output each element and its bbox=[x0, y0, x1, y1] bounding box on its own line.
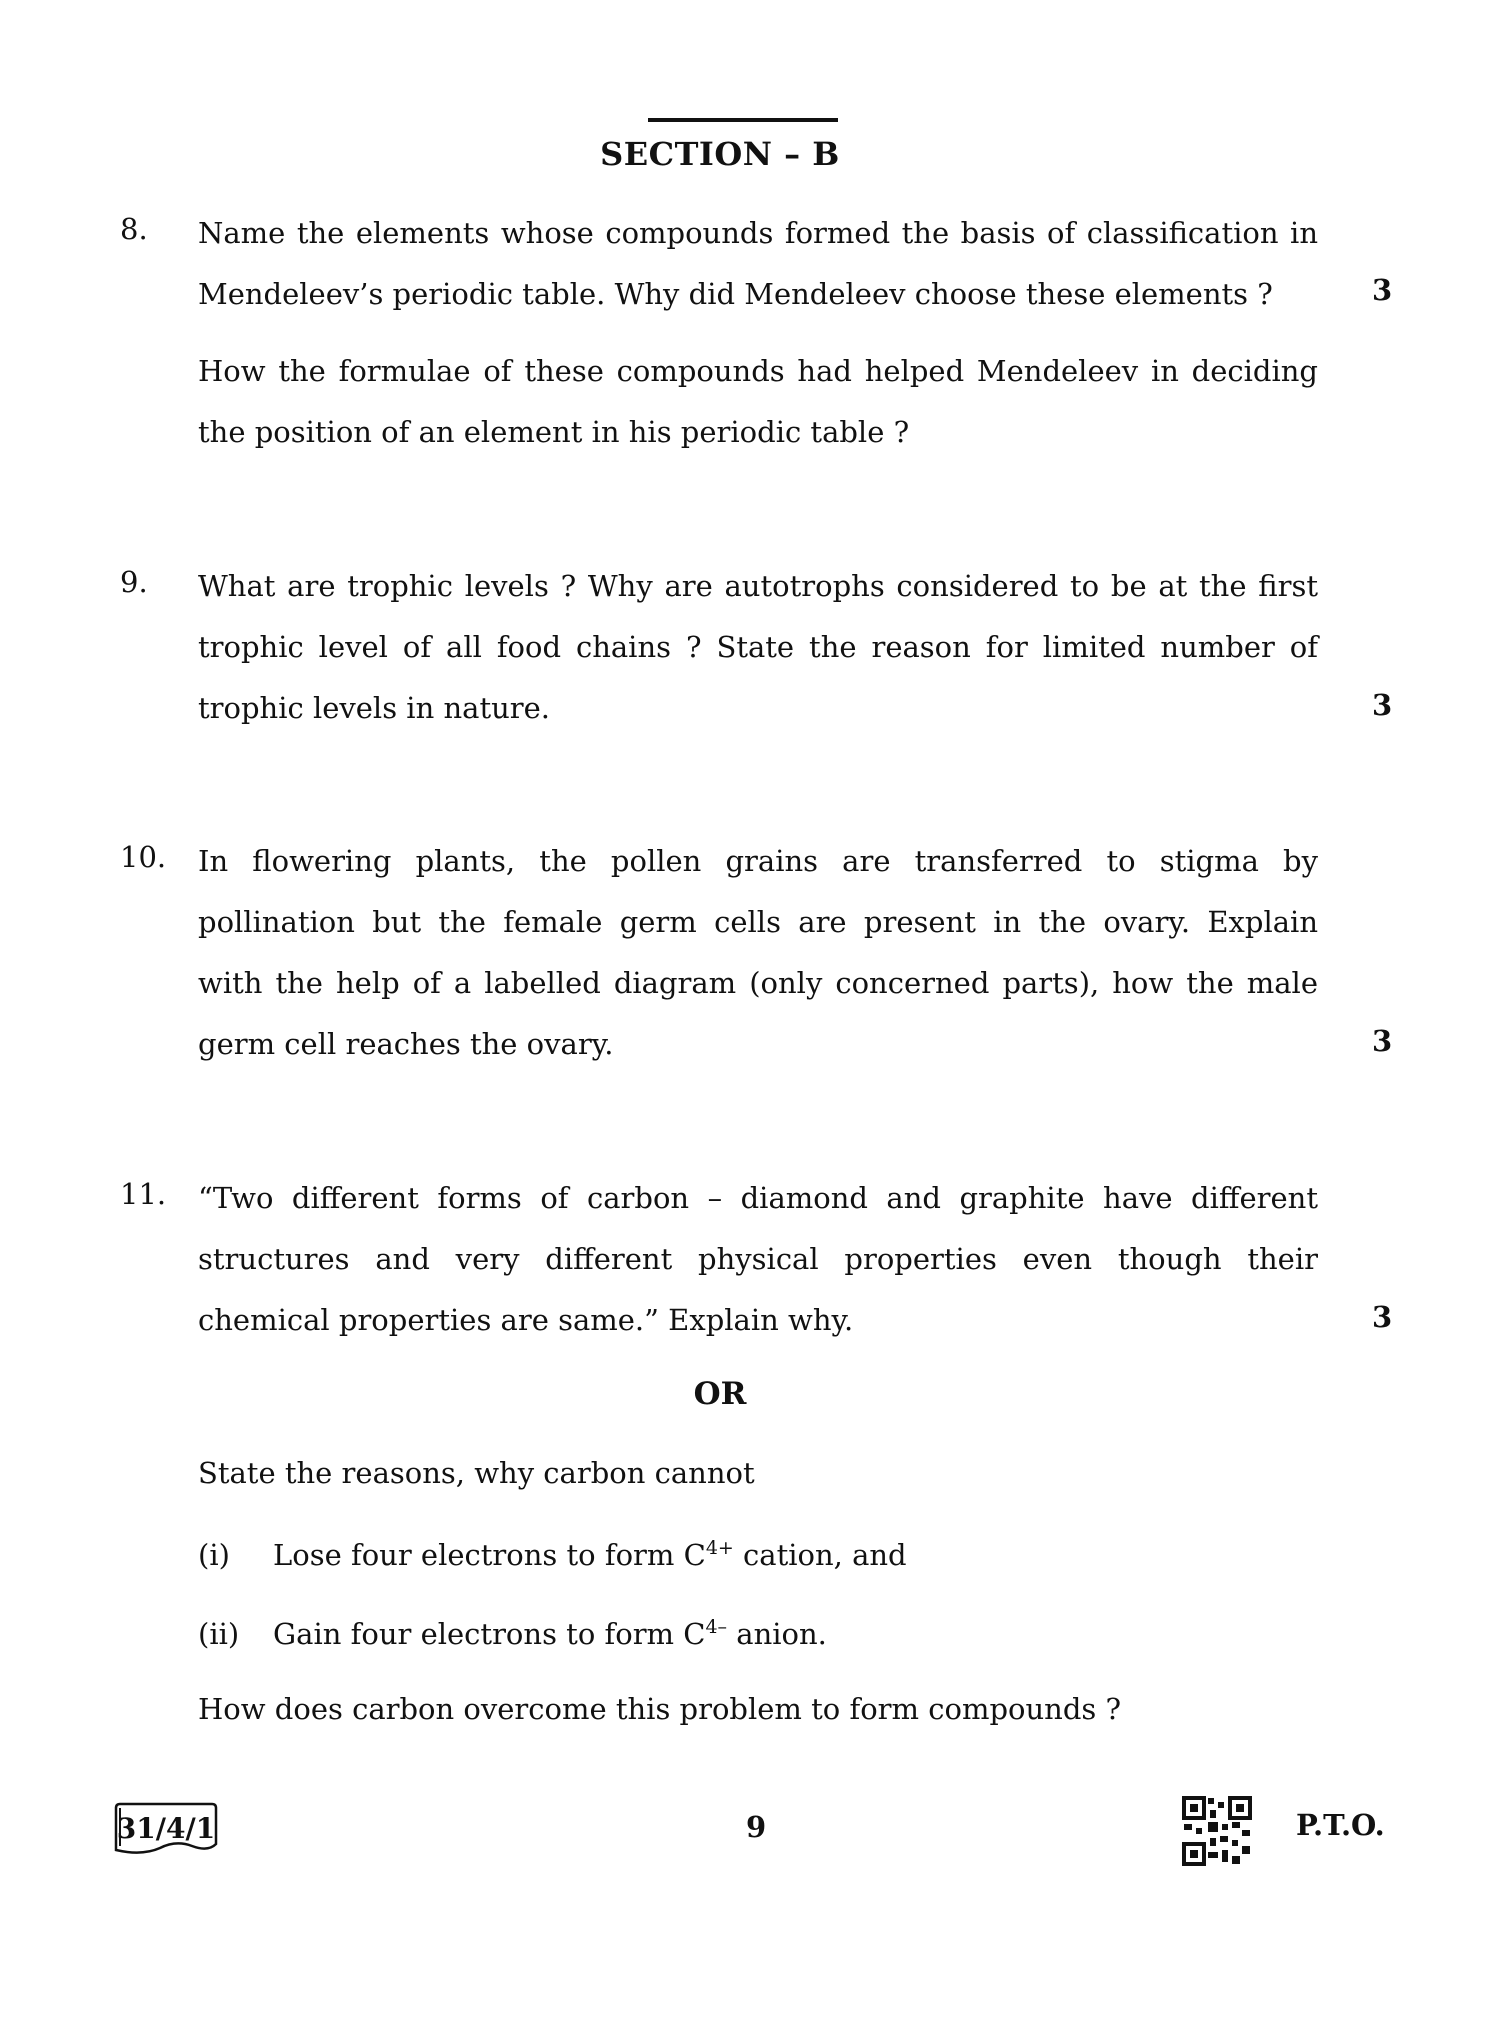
question-8-followup bbox=[198, 341, 1318, 463]
question-10-line-2: pollination but the female germ cells are present in the ovary. Explain bbox=[198, 905, 1318, 939]
alt-item-2-text-before: Gain four electrons to form C bbox=[273, 1617, 706, 1651]
question-10-line-3: with the help of a labelled diagram (only concerned parts), how the male bbox=[198, 966, 1318, 1000]
question-10-line-1: In flowering plants, the pollen grains are transferred to stigma by bbox=[198, 844, 1318, 878]
question-9-text bbox=[198, 556, 1318, 739]
question-11-line-2: structures and very different physical properties even though their bbox=[198, 1242, 1318, 1276]
pto-label: P.T.O. bbox=[1296, 1808, 1385, 1842]
alt-item-2-charge: 4– bbox=[705, 1616, 728, 1638]
question-8-followup-line-2: the position of an element in his periodic table ? bbox=[198, 415, 910, 449]
question-8-followup-line-1: How the formulae of these compounds had helped Mendeleev in deciding bbox=[198, 354, 1318, 388]
alt-item-1-text-after: cation, and bbox=[733, 1538, 907, 1572]
question-9-number: 9. bbox=[120, 565, 148, 599]
question-9-marks: 3 bbox=[1372, 688, 1393, 722]
question-9-line-2: trophic level of all food chains ? State the reason for limited number of bbox=[198, 630, 1318, 664]
page-number: 9 bbox=[746, 1810, 767, 1844]
alt-item-1-text-before: Lose four electrons to form C bbox=[273, 1538, 706, 1572]
alt-item-2-text-after: anion. bbox=[727, 1617, 827, 1651]
question-8-line-1: Name the elements whose compounds formed the basis of classification in bbox=[198, 216, 1318, 250]
paper-code-badge bbox=[112, 1800, 220, 1856]
alt-item-2-label: (ii) bbox=[198, 1617, 240, 1651]
section-title: SECTION – B bbox=[600, 135, 840, 173]
question-8-number: 8. bbox=[120, 212, 148, 246]
question-10-line-4: germ cell reaches the ovary. bbox=[198, 1027, 614, 1061]
question-11-alt-intro-text: State the reasons, why carbon cannot bbox=[198, 1456, 755, 1490]
question-8-line-2: Mendeleev’s periodic table. Why did Mendeleev choose these elements ? bbox=[198, 277, 1273, 311]
question-11-alt-question-text: How does carbon overcome this problem to form compounds ? bbox=[198, 1692, 1122, 1726]
question-10-marks: 3 bbox=[1372, 1024, 1393, 1058]
paper-code: 31/4/1 bbox=[116, 1811, 216, 1845]
qr-code-icon bbox=[1182, 1796, 1252, 1870]
alt-item-2-text bbox=[273, 1617, 827, 1651]
alt-item-1-charge: 4+ bbox=[705, 1537, 734, 1559]
section-rule bbox=[648, 118, 838, 122]
question-8-text bbox=[198, 203, 1318, 325]
question-11-alt-intro bbox=[198, 1443, 1318, 1504]
question-11-alt-question bbox=[198, 1679, 1318, 1740]
question-8-marks: 3 bbox=[1372, 273, 1393, 307]
question-10-text bbox=[198, 831, 1318, 1075]
alt-item-1-text bbox=[273, 1538, 907, 1572]
question-11-line-1: “Two different forms of carbon – diamond and graphite have different bbox=[198, 1181, 1318, 1215]
question-11-marks: 3 bbox=[1372, 1300, 1393, 1334]
question-11-line-3: chemical properties are same.” Explain why. bbox=[198, 1303, 854, 1337]
question-11-text bbox=[198, 1168, 1318, 1351]
question-11-number: 11. bbox=[120, 1177, 167, 1211]
or-divider: OR bbox=[693, 1376, 747, 1412]
question-9-line-1: What are trophic levels ? Why are autotrophs considered to be at the first bbox=[198, 569, 1318, 603]
question-10-number: 10. bbox=[120, 840, 167, 874]
alt-item-1-label: (i) bbox=[198, 1538, 230, 1572]
question-9-line-3: trophic levels in nature. bbox=[198, 691, 551, 725]
